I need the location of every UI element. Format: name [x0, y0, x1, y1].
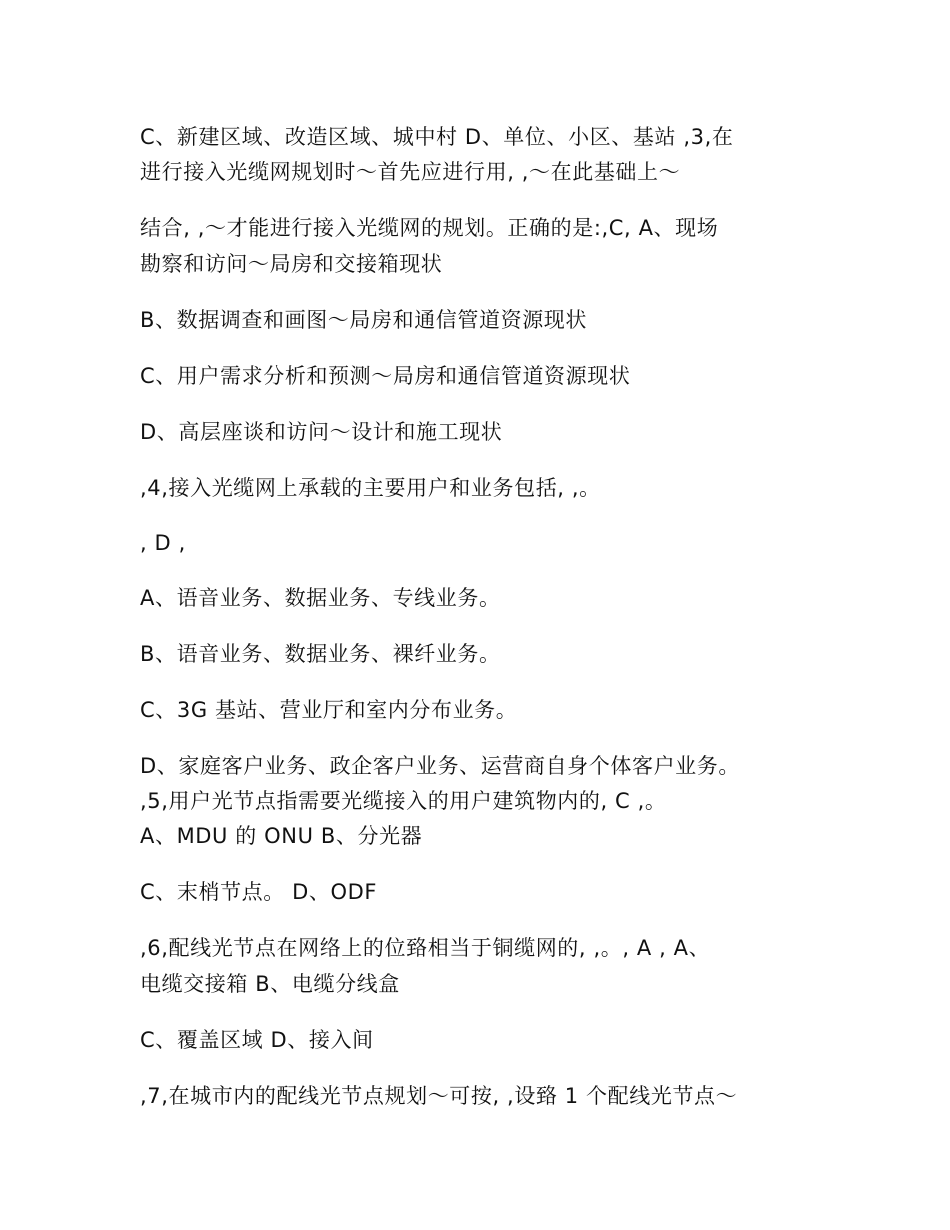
text-line: ,5,用户光节点指需要光缆接入的用户建筑物内的, C ,。 [140, 789, 667, 813]
text-line: B、语音业务、数据业务、裸纤业务。 [140, 642, 501, 666]
text-line: D、家庭客户业务、政企客户业务、运营商自身个体客户业务。 [140, 754, 740, 778]
text-line: B、数据调查和画图～局房和通信管道资源现状 [140, 308, 588, 332]
text-line: A、语音业务、数据业务、专线业务。 [140, 586, 501, 610]
text-line: C、3G 基站、营业厅和室内分布业务。 [140, 698, 518, 722]
text-line: 电缆交接箱 B、电缆分线盒 [140, 972, 400, 996]
text-line: D、高层座谈和访问～设计和施工现状 [140, 420, 503, 444]
text-line: C、新建区域、改造区域、城中村 D、单位、小区、基站 ,3,在 [140, 125, 734, 149]
text-line: C、末梢节点。 D、ODF [140, 880, 378, 904]
text-line: ,7,在城市内的配线光节点规划～可按, ,设臵 1 个配线光节点～ [140, 1084, 738, 1108]
text-line: , D , [140, 531, 186, 555]
text-line: ,4,接入光缆网上承载的主要用户和业务包括, ,。 [140, 476, 601, 500]
text-line: C、用户需求分析和预测～局房和通信管道资源现状 [140, 364, 631, 388]
text-line: A、MDU 的 ONU B、分光器 [140, 824, 423, 848]
text-line: C、覆盖区域 D、接入间 [140, 1028, 374, 1052]
text-line: ,6,配线光节点在网络上的位臵相当于铜缆网的, ,。, A , A、 [140, 936, 711, 960]
text-line: 勘察和访问～局房和交接箱现状 [140, 252, 443, 276]
text-line: 结合, ,～才能进行接入光缆网的规划。正确的是:,C, A、现场 [140, 216, 719, 240]
text-line: 进行接入光缆网规划时～首先应进行用, ,～在此基础上～ [140, 160, 681, 184]
